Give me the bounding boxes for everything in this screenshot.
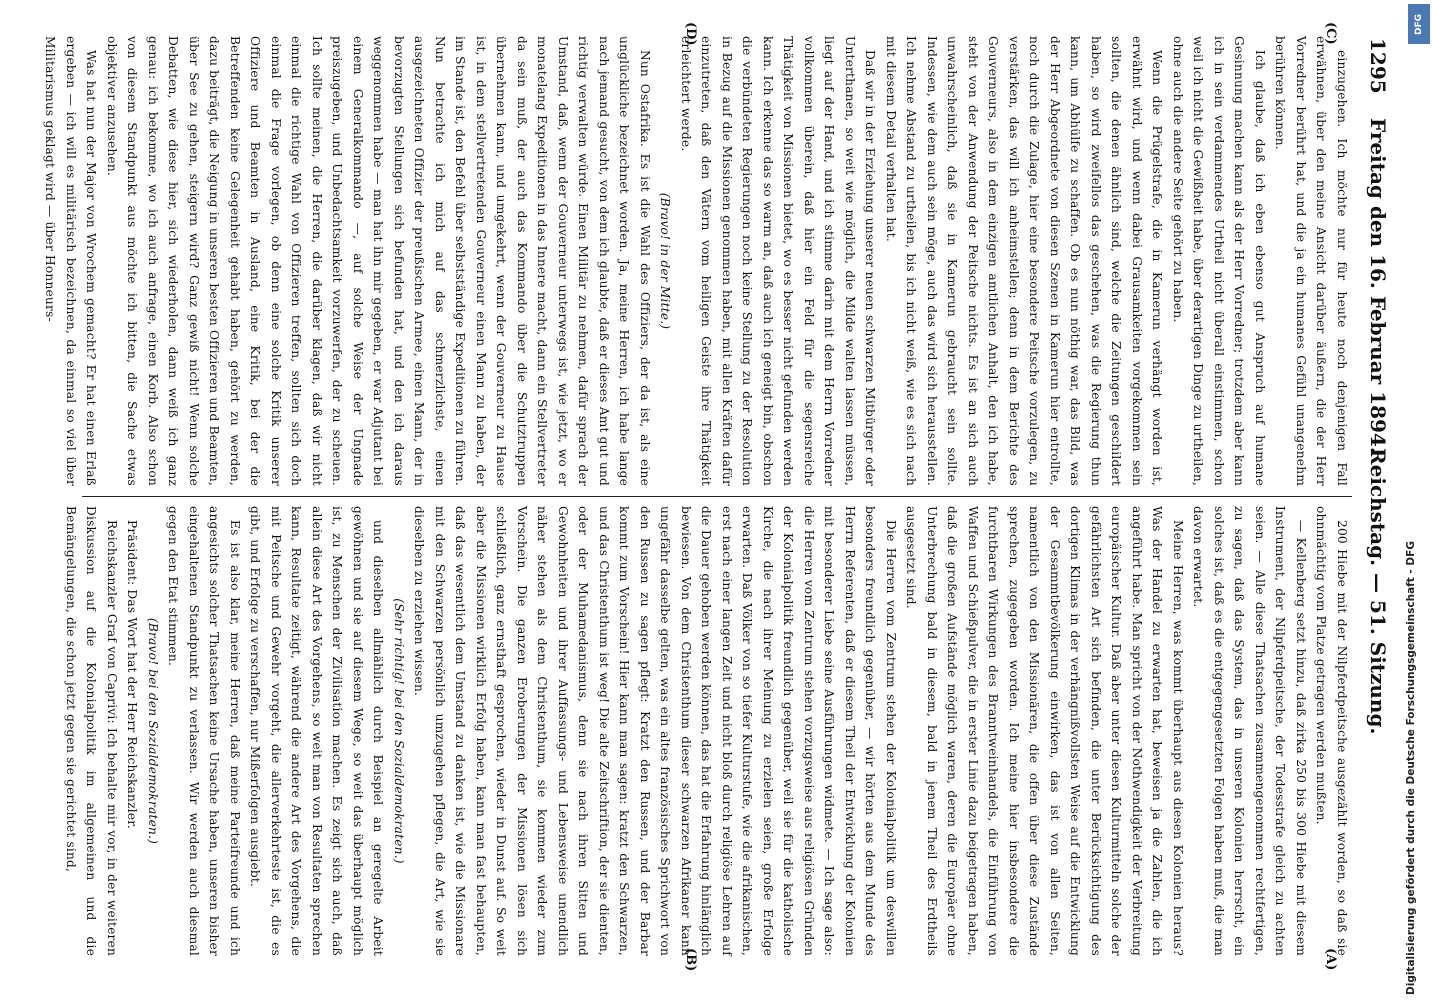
- paragraph: Die Herren vom Zentrum stehen der Kolonialpolitik um deswillen besonders freundlich gegenüber, — wir hörten aus dem Munde des Herrn Referenten, daß er diesem Theil der Entwicklung der Kolonien mit besonderer Liebe seine Ausführungen widmete. — Ich sage also: die Herren vom Zentrum stehen vorzugsweise aus religiösen Gründen der Kolonialpolitik freundlich gegenüber, weil sie für die katholische Kirche, die nach ihrer Meinung zu erzielen seien, große Erfolge erwarten. Daß Völker von so tiefer Kulturstufe, wie die afrikanischen, erst nach einer langen Zeit und nicht bloß durch religiöse Lehren auf die Dauer gehoben werden können, das hat die Erfahrung hinlänglich bewiesen. Von dem Christenthum dieser schwarzen Afrikaner kann ungefähr dasselbe gelten, was ein altes französisches Sprichwort von den Russen zu sagen pflegt: Kratzt den Russen, und der Barbar kommt zum Vorschein! Hier kann man sagen: kratzt den Schwarzen, und das Christenthum ist weg! Die alte Zeitschriftion, der sie dienten, oder der Muhamedanismus, denn sie nach ihren Sitten und Gewohnheiten und ihrer Auffassungs- und Lebensweise unendlich näher stehen als dem Christenthum, sie kommen wieder zum Vorschein. Die ganzen Eroberungen der Missionen lösen sich schließlich, ganz ernsthaft gesprochen, wieder in Dunst auf. So weit aber die Missionen wirklich Erfolg haben, kann man fast behaupten, daß das wesentlich dem Umstand zu danken ist, wie die Missionare mit den Schwarzen persönlich umzugehen pflegen, die Art, wie sie dieselben zu erziehen wissen.: [412, 506, 898, 956]
- paragraph: Reichskanzler Graf von Caprivi: Ich behalte mir vor, in der weiteren Diskussion auf die Kolonialpolitik im allgemeinen und die Bemängelungen, die schon jetzt gegen sie gerichtet sind,: [64, 506, 119, 956]
- paragraph: — Kellenberg setzt hinzu, daß zirka 250 bis 300 Hiebe mit diesem Instrument, der Nilpferdpeitsche, der Todesstrafe gleich zu achten seien. — Alle diese Thatsachen zusammengenommen rechtfertigen, zu sagen, daß das System, das in unseren Kolonien herrscht, ein solches ist, daß es die entgegengesetzten Folgen haben muß, die man davon erwartet.: [1191, 506, 1308, 956]
- margin-letter-b: (B): [683, 948, 698, 972]
- margin-letter-a: (A): [1323, 948, 1338, 971]
- president-line: Präsident: Das Wort hat der Herr Reichskanzler.: [125, 520, 140, 829]
- dfg-logo: DFG: [1408, 4, 1430, 44]
- paragraph: Was hat nun der Major von Wrochem gemacht? Er hat einen Erlaß ergeben — ich will es militärisch bezeichnen, da einmal so viel über Militarismus geklagt wird — über Honneurs-: [43, 36, 99, 486]
- interjection: (Bravo! in der Mitte.): [658, 192, 673, 330]
- paragraph: Nun Ostafrika. Es ist die Wahl des Offiziers, der da ist, als eine unglückliche bezeichnet worden. Ja, meine Herren, ich habe lange nach jemand gesucht, von dem ich glaubte, daß er dieses Amt gut und richtig verwalten würde. Einen Militär zu nehmen, dafür sprach der Umstand, daß, wenn der Gouverneur unterwegs ist, wie jetzt, wo er monatelang Expeditionen in das Innere macht, dann ein Stellvertreter da sein muß, der auch das Kommando über die Schutztruppen übernehmen kann, und umgekehrt, wenn der Gouverneur zu Hause ist, in dem stellvertretenden Gouverneur einen Mann zu haben, der im Stande ist, den Befehl über selbstständige Expeditionen zu führen. Nun betrachte ich mich auf das schmerzlichste, einen ausgezeichneten Offizier der preußischen Armee, einen Mann, der in bevorzugten Stellungen sich befunden hat, und den ich daraus weggenommen habe — man hat ihn mir gegeben, er war Adjutant bei einem Generalkommando —, auf solche Weise der Ungnade preiszugeben, und Unbedachtsamkeit vorzuwerfen, der zu scheuen. Ich sollte meinen, die Herren, die darüber klagen, daß wir nicht einmal die richtige Wahl von Offizieren treffen, sollten sich doch einmal die Frage vorlegen, ob denn eine solche Kritik unserer Offiziere und Beamten in Ausland, eine Kritik, bei der die Betreffenden keine Gelegenheit gehabt haben, gehört zu werden, dazu beiträgt, die Neigung in unseren besten Offizieren und Beamten, über See zu gehen, steigern wird? Ganz gewiß nicht! Wenn solche Debatten, wie diese hier, sich wiederholen, dann weiß ich ganz genau: ich bekomme, wo ich auch anfrage, einen Korb. Also schon von diesem Standpunkt aus möchte ich bitten, die Sache etwas objektiver anzusehen.: [105, 36, 652, 486]
- paragraph: Es ist also klar, meine Herren, daß meine Parteifreunde und ich angesichts solcher Thatsachen keine Ursache haben, unseren bisher eingehaltenen Standpunkt zu verlassen. Wir werden auch diesmal gegen den Etat stimmen.: [166, 506, 242, 956]
- paragraph: Daß wir in der Erziehung unserer neuen schwarzen Mitbürger oder Unterthanen, so weit wie möglich, die Milde walten lassen müssen, liegt auf der Hand, und ich stimme darin mit dem Herrn Vorredner vollkommen überein, daß hier ein Feld für die segensreiche Thätigkeit von Missionen bietet, wo es besser nicht gefunden werden kann. Ich erkenne das so warm an, daß auch ich geneigt bin, obschon die verbündeten Regierungen noch keine Stellung zu der Resolution in Bezug auf die Missionen genommen haben, mit allen Kräften dafür einzutreten, daß den Vätern vom heiligen Geiste ihre Thätigkeit erleichtert werde.: [679, 36, 878, 486]
- paragraph: Wenn die Prügelstrafe, die in Kamerun verhängt worden ist, erwähnt wird, und wenn dabei Grausamkeiten vorgekommen sein sollten, die denen ähnlich sind, welche die Zeitungen geschildert haben, so wird zweifellos das geschehen, was die Regierung thun kann, um Abhülfe zu schaffen. Ob es nun nöthig war, das Bild, was der Herr Abgeordnete von diesen Szenen in Kamerun hier entrollte, noch durch die Zulage, hier eine besondere Peitsche vorzulegen, zu verstärken, das will ich anheimstellen; denn in dem Berichte des Gouverneurs, also in dem einzigen amtlichen Anhalt, den ich habe, steht von der Anwendung der Peitsche nichts. Es ist an sich auch unwahrscheinlich, daß sie in Kamerun gebraucht sein sollte. Indessen, wie dem auch sein möge, auch das wird sich herausstellen. Ich nehme Abstand zu urtheilen, bis ich nicht weiß, wie es sich nach mit diesem Detail verhalten hat.: [884, 36, 1165, 486]
- page-header: [1358, 28, 1398, 968]
- paragraph: einzugehen. Ich möchte nur für heute noch denjenigen Fall erwähnen, über den meine Ansicht darüber äußern, die der Herr Vorredner berührt hat, und die ja ein humanes Gefühl unangenehm berühren können.: [1273, 36, 1349, 486]
- page-number: 1295: [1366, 38, 1390, 94]
- paragraph: Meine Herren, was kommt überhaupt aus diesen Kolonien heraus? Was der Handel zu erwarten hat, beweisen ja die Zahlen, die ich angeführt habe. Man spricht von der Nothwendigkeit der Verbreitung europäischer Kultur. Daß aber unter diesen Kulturmitteln solche der gefährlichsten Art sich befinden, die unter Berücksichtigung des dortigen Klimas in der verhängnißvollsten Weise auf die Entwicklung der Gesammtbevölkerung einwirken, das ist von allen Seiten, namentlich von den Missionären, die offen über diese Zustände sprechen, zugegeben worden. Ich meine hier insbesondere die furchtbaren Wirkungen des Branntweinhandels, die Einführung von Waffen und Schießpulver, die in erster Linie dazu beigetragen haben, daß die großen Aufstände möglich waren, deren die Europäer ohne Unterbrechung bald in diesem, bald in jenem Theil des Erdtheils ausgesetzt sind.: [904, 506, 1185, 956]
- margin-letter-d: (D): [683, 22, 698, 46]
- session-header: Reichstag. — 51. Sitzung.: [1366, 448, 1390, 735]
- paragraph: und dieselben allmählich durch Beispiel an geregelte Arbeit gewöhnen und sie auf diesem Wege, so weit das überhaupt möglich ist, zu Menschen der Zivilisation machen. Es zeigt sich auch, daß allein diese Art des Vorgehens, so weit man von Resultaten sprechen kann, Resultate zeitigt, während die andere Art des Vorgehens, die mit Peitsche und Gewehr vorgeht, die allerverkehrteste ist, die es gibt, und Erfolge zu verschaffen, nur Mißerfolgen ausgiebt.: [248, 506, 386, 956]
- digitization-credit: Digitalisierung gefördert durch die Deutsche Forschungsgemeinschaft - DFG: [1405, 541, 1417, 995]
- date-header: Freitag den 16. Februar 1894.: [1366, 118, 1390, 454]
- interjection: (Bravo! bei den Sozialdemokraten.): [146, 617, 160, 845]
- paragraph: 200 Hiebe mit der Nilpferdpeitsche ausgezählt worden, so daß sie ohnmächtig vom Platze getragen werden mußten.: [1314, 506, 1349, 956]
- margin-letter-c: (C): [1323, 22, 1338, 45]
- rotated-page-content: [43, 22, 1398, 972]
- right-column: [43, 36, 1352, 486]
- interjection: (Sehr richtig! bei den Sozialdemokraten.): [392, 598, 406, 864]
- paragraph: Ich glaube, daß ich eben ebenso gut Anspruch auf humane Gesinnung machen kann als der Herr Vorredner; trotzdem aber kann ich in sein verdammendes Urtheil nicht überall einstimmen, schon weil ich nicht die Gewißheit habe, über derartigen Dinge zu urtheilen, ohne auch die andere Seite gehört zu haben.: [1171, 36, 1267, 486]
- left-column: [64, 506, 1352, 956]
- column-divider: [82, 496, 1352, 497]
